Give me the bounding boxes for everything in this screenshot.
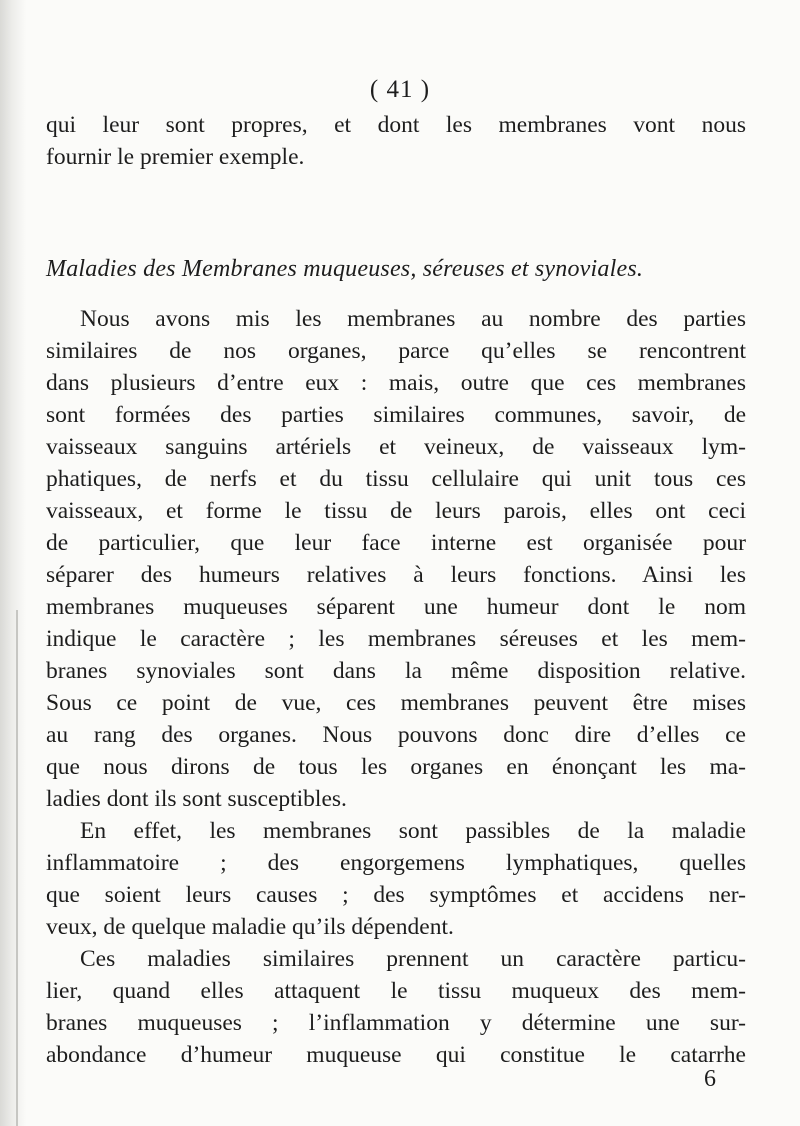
text-line: branes muqueuses ; l’inflammation y détermine une sur- xyxy=(46,1010,746,1036)
text-line: séparer des humeurs relatives à leurs fonctions. Ainsi les xyxy=(46,562,746,588)
text-line: phatiques, de nerfs et du tissu cellulaire qui unit tous ces xyxy=(46,466,746,492)
text-line: au rang des organes. Nous pouvons donc dire d’elles ce xyxy=(46,722,746,748)
text-line: similaires de nos organes, parce qu’elles se rencontrent xyxy=(46,338,746,364)
text-line: sont formées des parties similaires communes, savoir, de xyxy=(46,402,746,428)
text-line: qui leur sont propres, et dont les membranes vont nous xyxy=(46,112,746,138)
text-line: Nous avons mis les membranes au nombre des parties xyxy=(80,306,746,332)
text-line: dans plusieurs d’entre eux : mais, outre que ces membranes xyxy=(46,370,746,396)
text-line: abondance d’humeur muqueuse qui constitue le catarrhe xyxy=(46,1042,746,1068)
binding-edge xyxy=(16,610,18,1126)
text-line: branes synoviales sont dans la même disposition relative. xyxy=(46,658,746,684)
text-line: En effet, les membranes sont passibles de la maladie xyxy=(80,818,746,844)
text-line: que soient leurs causes ; des symptômes et accidens ner- xyxy=(46,882,746,908)
text-line: que nous dirons de tous les organes en énonçant les ma- xyxy=(46,754,746,780)
text-line: membranes muqueuses séparent une humeur dont le nom xyxy=(46,594,746,620)
text-line: indique le caractère ; les membranes séreuses et les mem- xyxy=(46,626,746,652)
text-line: Ces maladies similaires prennent un caractère particu- xyxy=(80,946,746,972)
text-line: inflammatoire ; des engorgemens lymphatiques, quelles xyxy=(46,850,746,876)
signature-mark: 6 xyxy=(704,1066,716,1092)
text-line: lier, quand elles attaquent le tissu muqueux des mem- xyxy=(46,978,746,1004)
binding-shadow xyxy=(0,0,26,1126)
text-line: ladies dont ils sont susceptibles. xyxy=(46,786,347,812)
page-number: ( 41 ) xyxy=(369,76,431,103)
text-line: vaisseaux sanguins artériels et veineux, de vaisseaux lym- xyxy=(46,434,746,460)
text-line: vaisseaux, et forme le tissu de leurs parois, elles ont ceci xyxy=(46,498,746,524)
text-line: de particulier, que leur face interne est organisée pour xyxy=(46,530,746,556)
text-line: Sous ce point de vue, ces membranes peuvent être mises xyxy=(46,690,746,716)
text-line: veux, de quelque maladie qu’ils dépendent. xyxy=(46,914,454,940)
section-title: Maladies des Membranes muqueuses, séreuses et synoviales. xyxy=(46,256,644,282)
text-line: fournir le premier exemple. xyxy=(46,144,305,170)
